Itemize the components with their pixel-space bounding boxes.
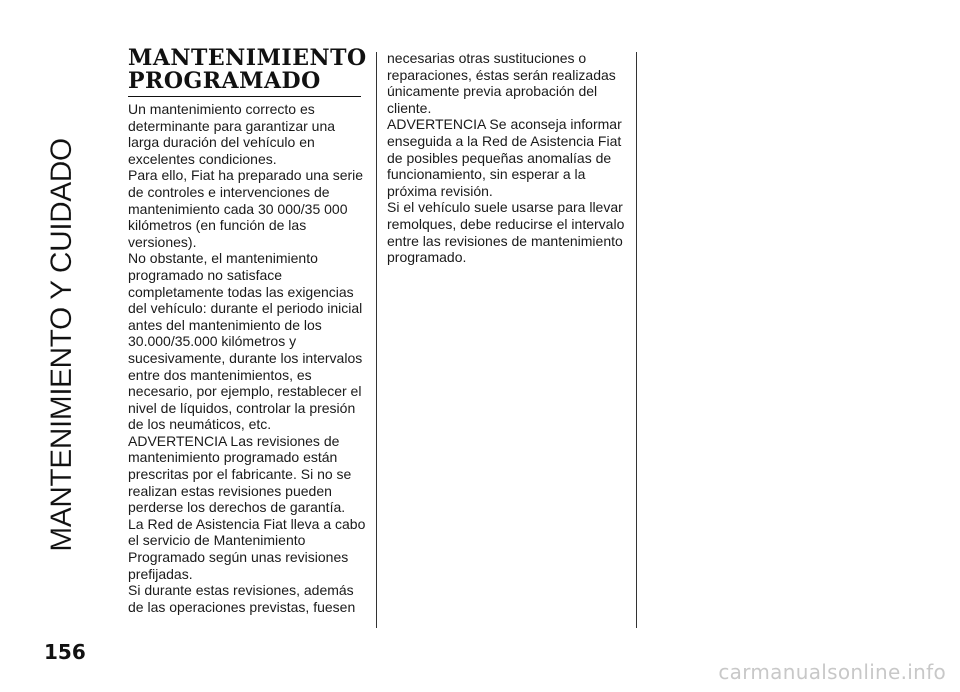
column-divider [376, 52, 377, 628]
paragraph: Si el vehículo suele usarse para llevar remolques, debe reducirse el intervalo entre las revisiones de mantenimiento programado. [387, 199, 625, 266]
paragraph: No obstante, el mantenimiento programado no satisface completamente todas las exigencias del vehículo: durante el periodo inicial antes del mantenimiento de los 30.000/35.000 kilómetros y sucesivamente, durante los intervalos entre dos mantenimientos, es necesario, por ejemplo, restablecer el nivel de líquidos, controlar la presión de los neumáticos, etc. [128, 250, 363, 433]
page-number: 156 [44, 640, 86, 664]
paragraph: ADVERTENCIA Las revisiones de mantenimiento programado están prescritas por el fabricante. Si no se realizan estas revisiones pueden perderse los derechos de garantía. [128, 432, 352, 516]
paragraph: necesarias otras sustituciones o reparaciones, éstas serán realizadas únicamente previa aprobación del cliente. [387, 50, 616, 116]
paragraph: Si durante estas revisiones, además de las operaciones previstas, fuesen [128, 582, 356, 615]
text-column-2 [387, 50, 627, 266]
text-column-1 [128, 101, 368, 615]
column-divider [636, 52, 637, 628]
paragraph: ADVERTENCIA Se aconseja informar enseguida a la Red de Asistencia Fiat de posibles pequeñas anomalías de funcionamiento, sin esperar a la próxima revisión. [387, 116, 622, 199]
paragraph: Un mantenimiento correcto es determinante para garantizar una larga duración del vehículo en excelentes condiciones. [128, 101, 336, 167]
chapter-side-title-text: MANTENIMIENTO Y CUIDADO [45, 138, 78, 552]
watermark: carmanualsonline.info [718, 660, 946, 684]
paragraph: La Red de Asistencia Fiat lleva a cabo el servicio de Mantenimiento Programado según unas revisiones prefijadas. [128, 515, 366, 582]
paragraph: Para ello, Fiat ha preparado una serie de controles e intervenciones de mantenimiento cada 30 000/35 000 kilómetros (en función de las versiones). [128, 167, 364, 250]
section-title: MANTENIMIENTO PROGRAMADO [128, 47, 361, 97]
